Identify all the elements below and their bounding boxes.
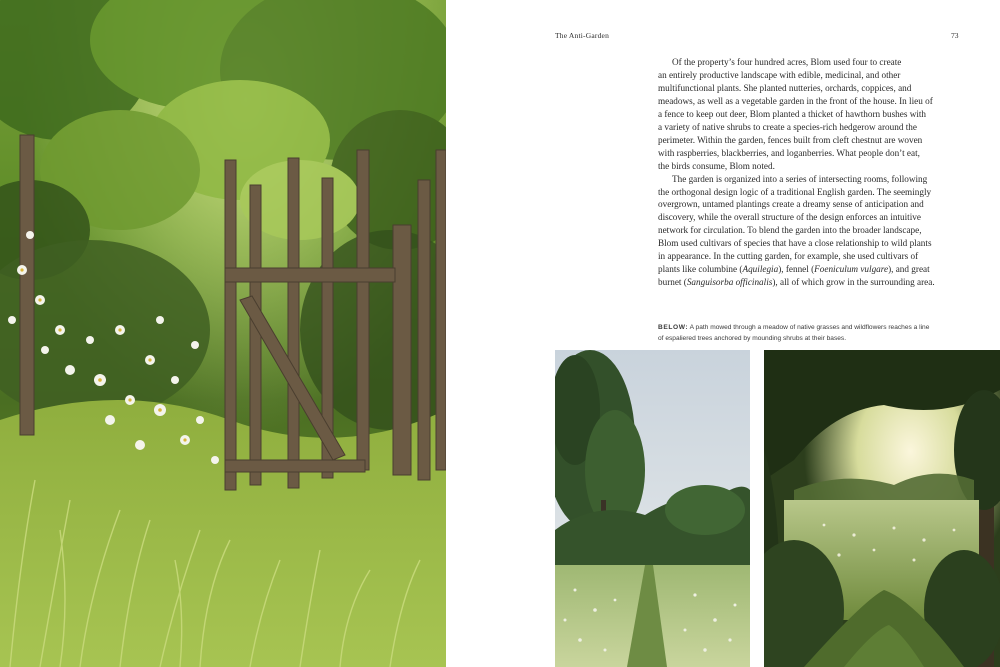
text-line: The garden is organized into a series of intersecting rooms, following [672, 173, 928, 184]
caption-line: of espaliered trees anchored by mounding shrubs at their bases. [658, 335, 847, 342]
text-page [446, 0, 1000, 667]
text-line: Blom used cultivars of species that have a close relationship to wild plants [658, 238, 932, 249]
text-line: with raspberries, blackberries, and loganberries. What people don’t eat, [658, 147, 920, 158]
text-span: ), and great [888, 264, 930, 275]
caption-label: BELOW: [658, 324, 689, 331]
text-line: meadows, as well as a vegetable garden in the front of the house. In lieu of [658, 95, 933, 106]
text-line: the birds consume, Blom noted. [658, 160, 775, 171]
text-span: plants like columbine ( [658, 264, 743, 275]
meadow-path-photo [555, 350, 750, 667]
sunlit-meadow-photo [764, 350, 1000, 667]
text-span: ), fennel ( [778, 264, 815, 275]
text-line: discovery, while the overall structure of the design enforces an intuitive [658, 212, 921, 223]
body-text [658, 56, 958, 289]
garden-gate-photo [0, 0, 446, 667]
text-span: ), all of which grow in the surrounding area. [772, 277, 935, 288]
running-head: The Anti-Garden [555, 31, 610, 40]
page-number: 73 [951, 31, 959, 40]
text-span: burnet ( [658, 277, 687, 288]
text-line: a variety of native shrubs to create a species-rich hedgerow around the [658, 121, 917, 132]
text-line [658, 263, 958, 276]
text-line: network for circulation. To blend the garden into the broader landscape, [658, 225, 922, 236]
text-line: perimeter. Within the garden, fences built from cleft chestnut are woven [658, 134, 923, 145]
text-line: multifunctional plants. She planted nutteries, orchards, coppices, and [658, 82, 912, 93]
text-line: in appearance. In the cutting garden, for example, she used cultivars of [658, 251, 919, 262]
text-line: the orthogonal design logic of a traditional English garden. The seemingly [658, 186, 932, 197]
text-line: a fence to keep out deer, Blom planted a thicket of hawthorn bushes with [658, 108, 927, 119]
text-line: Of the property’s four hundred acres, Blom used four to create [672, 57, 902, 67]
paragraph-2 [658, 173, 958, 290]
caption-text: A path mowed through a meadow of native grasses and wildflowers reaches a line [688, 324, 930, 331]
plant-name-italic: Aquilegia [742, 264, 779, 275]
paragraph-1 [658, 56, 958, 173]
photo-caption [658, 322, 958, 344]
text-line [658, 276, 958, 289]
text-line: an entirely productive landscape with edible, medicinal, and other [658, 69, 901, 80]
caption-line [658, 322, 958, 333]
plant-name-italic: Sanguisorba officinalis [686, 277, 773, 288]
plant-name-italic: Foeniculum vulgare [814, 264, 889, 275]
text-line: overgrown, untamed plantings create a dreamy sense of anticipation and [658, 199, 924, 210]
